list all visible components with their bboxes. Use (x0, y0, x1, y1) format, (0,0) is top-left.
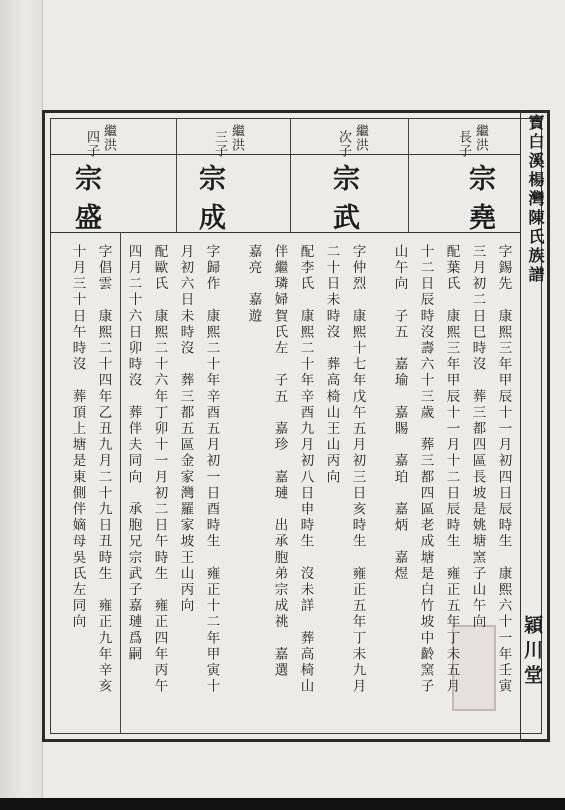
son3-record-line: 四月二十六日卯時沒 葬伴夫同向 承胞兄宗武子嘉璉爲嗣 (125, 244, 142, 663)
son3-name: 宗成 (194, 164, 225, 242)
son2-record-line: 字仲烈 康熙十七年戊午五月初三日亥時生 雍正五年丁未九月 (349, 244, 366, 695)
divider (120, 232, 121, 734)
son1-record-line: 配葉氏 康熙三年甲辰十一月十二日辰時生 雍正五年丁未五月 (443, 244, 460, 695)
son4-rank: 四子 (84, 130, 99, 158)
book-title: 寶白溪楊灣陳氏族譜 (526, 114, 545, 285)
son3-record-line: 配歐氏 康熙二十六年丁卯十一月初二日午時生 雍正四年丙午 (151, 244, 168, 695)
son2-father-line: 繼洪 (353, 124, 368, 152)
son2-record-line: 二十日未時沒 葬高椅山王山丙向 (323, 244, 340, 486)
son3-father-line: 繼洪 (229, 124, 244, 152)
son3-rank: 三子 (212, 130, 227, 158)
book-spine (0, 0, 43, 798)
son1-rank: 長子 (456, 130, 471, 158)
son1-record-line: 字錫先 康熙三年甲辰十一月初四日辰時生 康熙六十一年壬寅 (495, 244, 512, 695)
divider (176, 118, 177, 232)
hall-name: 穎川堂 (521, 615, 543, 690)
divider (408, 118, 409, 232)
son4-name: 宗盛 (70, 164, 101, 242)
divider (290, 118, 291, 232)
son2-name: 宗武 (328, 164, 359, 242)
son4-father-line: 繼洪 (101, 124, 116, 152)
son3-record-line: 月初六日未時沒 葬三都五區金家灣羅家坡王山丙向 (177, 244, 194, 615)
son1-record-line: 十二日辰時沒壽六十三歲 葬三都四區老成塘是白竹坡中齡窯子 (417, 244, 434, 695)
son1-father-line: 繼洪 (473, 124, 488, 152)
son4-record-line: 字倡雲 康熙二十四年乙丑九月二十九日丑時生 雍正九年辛亥 (95, 244, 112, 695)
son2-rank: 次子 (336, 130, 351, 158)
son3-record-line: 字歸作 康熙二十年辛酉五月初一日酉時生 雍正十二年甲寅十 (203, 244, 220, 695)
son1-name: 宗堯 (464, 164, 495, 242)
son2-record-line: 配李氏 康熙二十年辛酉九月初八日申時生 沒未詳 葬高椅山 (297, 244, 314, 695)
son1-record-line: 三月初二日巳時沒 葬三都四區長坡是姚塘窯子山午向 (469, 244, 486, 631)
header-rule (50, 154, 520, 155)
son4-record-line: 十月三十日午時沒 葬頂上塘是東側伴嫡母吳氏左同向 (69, 244, 86, 631)
son2-record-line: 伴繼璘婦賀氏左 子五 嘉珍 嘉璉 出承胞弟宗成祧 嘉選 (271, 244, 288, 679)
son1-record-line: 山午向 子五 嘉瑜 嘉賜 嘉珀 嘉炳 嘉煜 (391, 244, 408, 583)
son2-record-line: 嘉亮 嘉遊 (245, 244, 262, 325)
